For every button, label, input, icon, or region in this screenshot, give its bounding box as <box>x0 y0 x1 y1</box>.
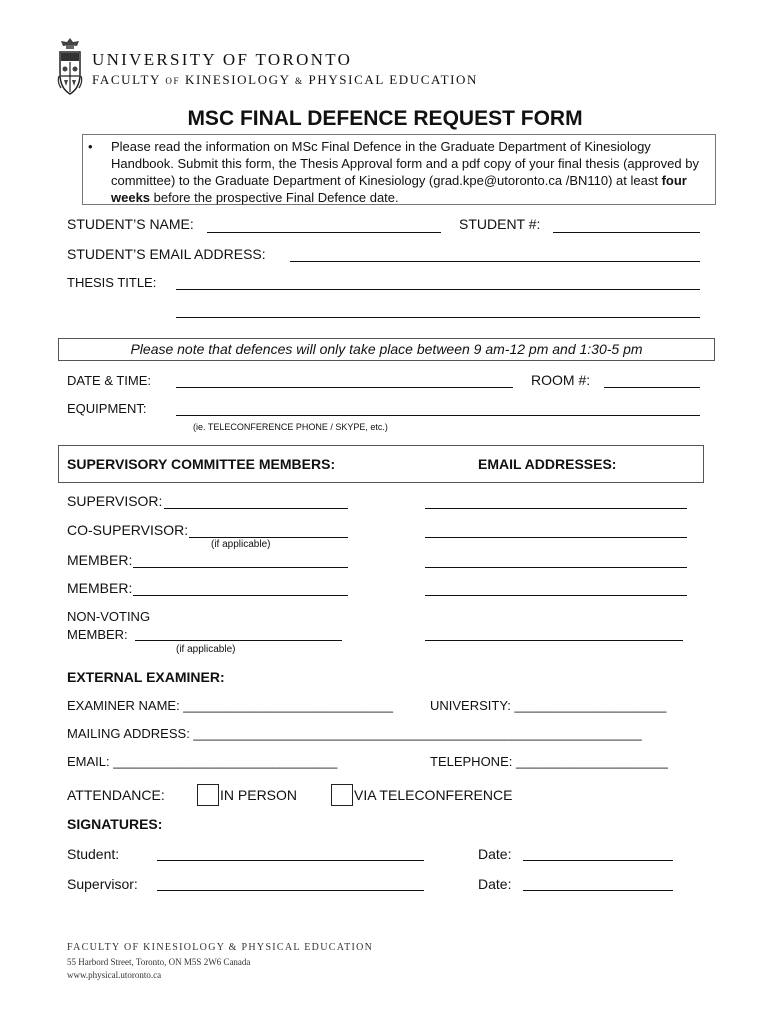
student-signature-label: Student: <box>67 846 120 862</box>
student-email-field[interactable] <box>290 261 700 262</box>
room-label: ROOM #: <box>531 372 591 388</box>
equipment-hint: (ie. TELECONFERENCE PHONE / SKYPE, etc.) <box>193 422 388 432</box>
email-addresses-header: EMAIL ADDRESSES: <box>478 456 617 472</box>
student-email-label: STUDENT’S EMAIL ADDRESS: <box>67 246 266 262</box>
university-name: UNIVERSITY OF TORONTO <box>92 50 353 69</box>
committee-header: SUPERVISORY COMMITTEE MEMBERS: <box>67 456 336 472</box>
student-signature-field[interactable] <box>157 860 424 861</box>
thesis-title-field-2[interactable] <box>176 317 700 318</box>
member-2-email-field[interactable] <box>425 595 687 596</box>
external-examiner-header: EXTERNAL EXAMINER: <box>67 669 225 685</box>
page-title: MSC FINAL DEFENCE REQUEST FORM <box>187 107 583 130</box>
co-supervisor-label: CO-SUPERVISOR: <box>67 522 189 538</box>
supervisor-field[interactable] <box>164 508 348 509</box>
intro-text: Please read the information on MSc Final Defence in the Graduate Department of Kinesiology Handbook. Submit this form, the Thesis Approval form and a pdf copy of your final thesis (approved by committee) to the Graduate Department of Kinesiology (grad.kpe@utoronto.ca /BN110) at least four weeks before the prospective Final Defence date. <box>111 139 699 205</box>
co-supervisor-hint: (if applicable) <box>211 539 271 550</box>
thesis-title-field-1[interactable] <box>176 289 700 290</box>
equipment-label: EQUIPMENT: <box>67 401 147 416</box>
date-time-label: DATE & TIME: <box>67 373 152 388</box>
student-number-field[interactable] <box>553 232 700 233</box>
supervisor-label: SUPERVISOR: <box>67 493 163 509</box>
room-field[interactable] <box>604 387 700 388</box>
notice-text: Please note that defences will only take place between 9 am-12 pm and 1:30-5 pm <box>130 341 643 357</box>
supervisor-signature-field[interactable] <box>157 890 424 891</box>
examiner-mailing-field[interactable]: MAILING ADDRESS: ______________________________________________________________ <box>67 726 642 741</box>
supervisor-email-field[interactable] <box>425 508 687 509</box>
examiner-email-field[interactable]: EMAIL: _______________________________ <box>67 754 338 769</box>
student-date-field[interactable] <box>523 860 673 861</box>
non-voting-hint: (if applicable) <box>176 644 236 655</box>
faculty-name: FACULTY OF KINESIOLOGY & PHYSICAL EDUCATION <box>92 72 479 87</box>
attendance-label: ATTENDANCE: <box>67 787 165 803</box>
examiner-telephone-field[interactable]: TELEPHONE: _____________________ <box>430 754 668 769</box>
non-voting-field[interactable] <box>135 640 342 641</box>
teleconference-label: VIA TELECONFERENCE <box>354 787 513 803</box>
student-number-label: STUDENT #: <box>459 216 541 232</box>
student-date-label: Date: <box>478 846 512 862</box>
intro-bullet: • <box>88 139 93 154</box>
member-2-label: MEMBER: <box>67 580 133 596</box>
in-person-checkbox[interactable] <box>197 784 219 806</box>
member-1-email-field[interactable] <box>425 567 687 568</box>
date-time-field[interactable] <box>176 387 513 388</box>
co-supervisor-email-field[interactable] <box>425 537 687 538</box>
supervisor-signature-label: Supervisor: <box>67 876 138 892</box>
teleconference-checkbox[interactable] <box>331 784 353 806</box>
student-name-label: STUDENT’S NAME: <box>67 216 194 232</box>
member-1-label: MEMBER: <box>67 552 133 568</box>
footer-website: www.physical.utoronto.ca <box>67 970 162 980</box>
member-1-field[interactable] <box>133 567 348 568</box>
footer-faculty: FACULTY OF KINESIOLOGY & PHYSICAL EDUCATION <box>67 942 374 953</box>
examiner-university-field[interactable]: UNIVERSITY: _____________________ <box>430 698 667 713</box>
co-supervisor-field[interactable] <box>189 537 348 538</box>
member-2-field[interactable] <box>133 595 348 596</box>
signatures-header: SIGNATURES: <box>67 816 163 832</box>
non-voting-email-field[interactable] <box>425 640 683 641</box>
examiner-name-field[interactable]: EXAMINER NAME: _____________________________ <box>67 698 393 713</box>
thesis-title-label: THESIS TITLE: <box>67 275 157 290</box>
student-name-field[interactable] <box>207 232 441 233</box>
supervisor-date-label: Date: <box>478 876 512 892</box>
supervisor-date-field[interactable] <box>523 890 673 891</box>
footer-address: 55 Harbord Street, Toronto, ON M5S 2W6 Canada <box>67 957 251 967</box>
non-voting-label-1: NON-VOTING <box>67 609 151 624</box>
non-voting-label-2: MEMBER: <box>67 627 128 642</box>
university-crest-logo <box>57 36 83 98</box>
in-person-label: IN PERSON <box>220 787 298 803</box>
equipment-field[interactable] <box>176 415 700 416</box>
